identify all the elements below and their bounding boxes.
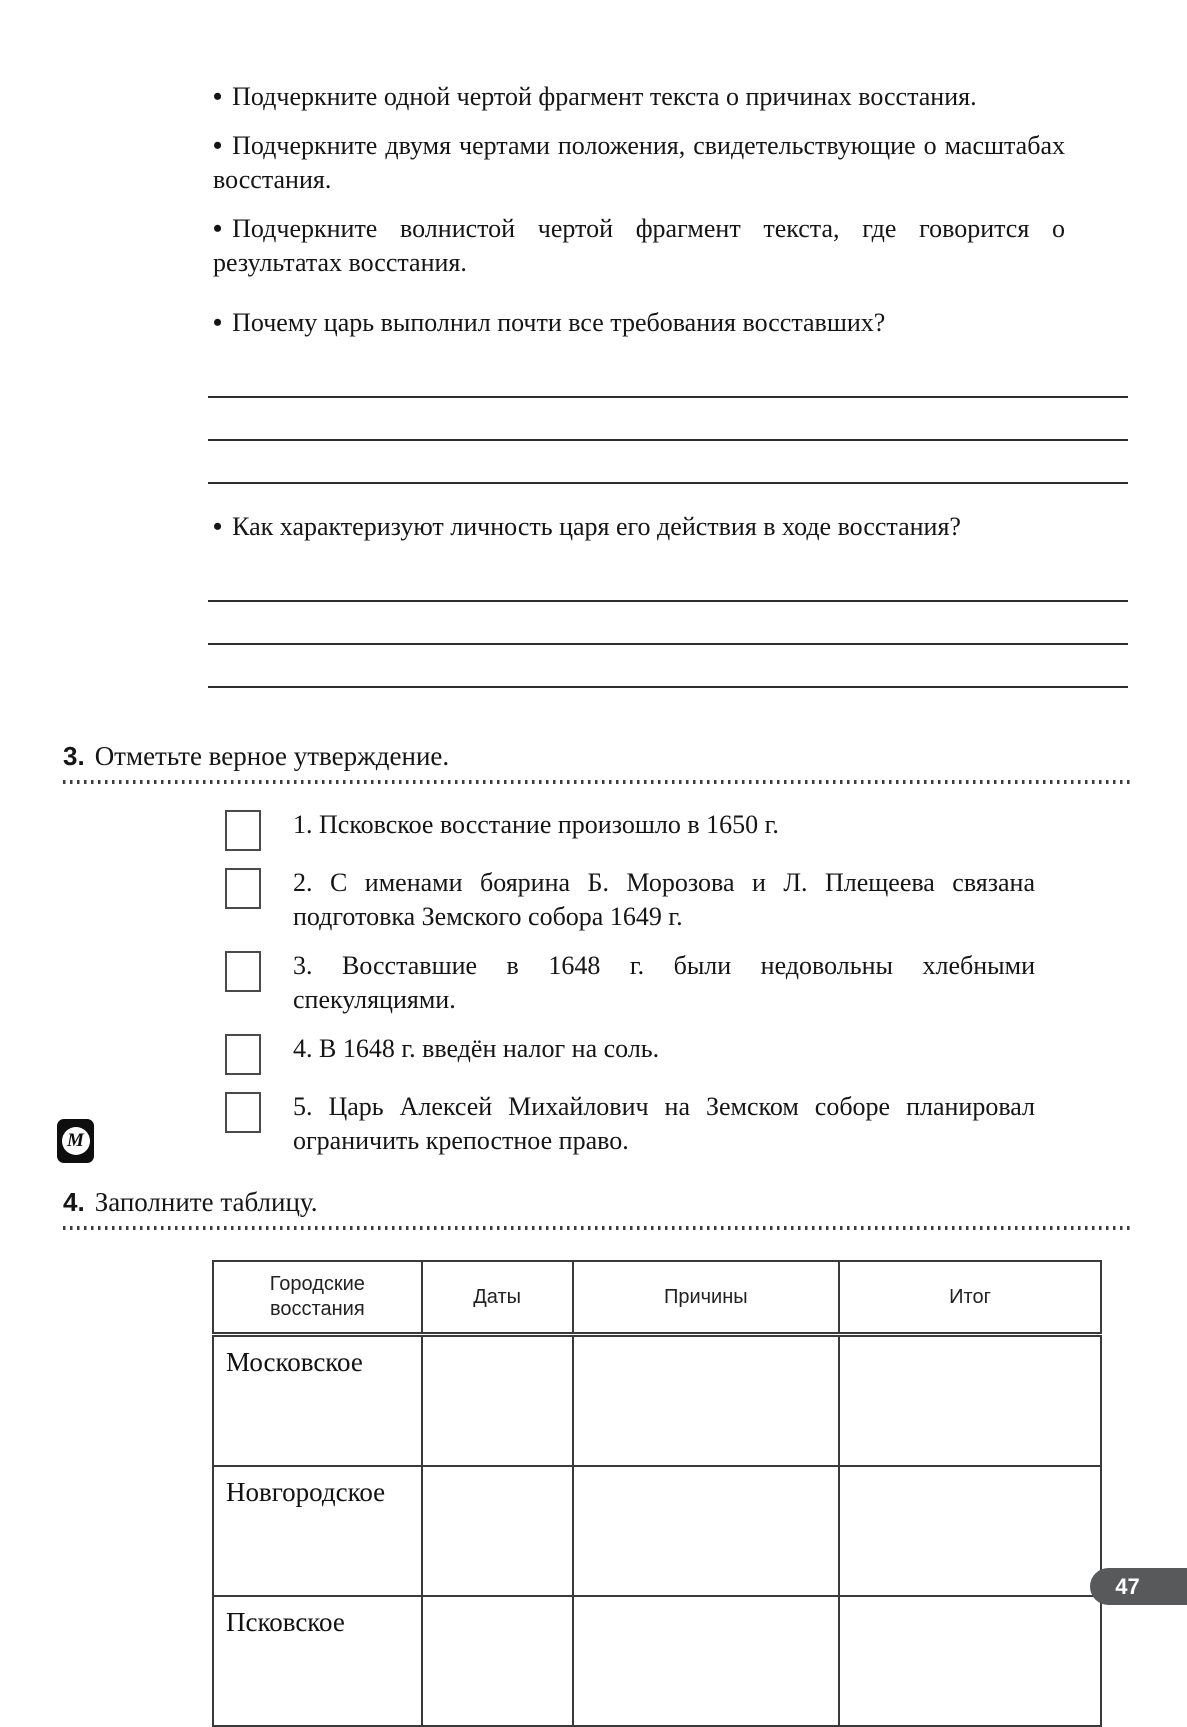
- statement-text: 4. В 1648 г. введён налог на соль.: [293, 1034, 660, 1063]
- media-m-icon: M: [62, 1127, 90, 1155]
- uprisings-table: [212, 1260, 1102, 1727]
- table-cell-empty[interactable]: [422, 1335, 573, 1467]
- checkbox-statement-2[interactable]: [225, 868, 261, 909]
- answer-line[interactable]: [208, 559, 1128, 602]
- section-3-title: Отметьте верное утверждение.: [94, 741, 450, 771]
- task-bullet-list: [213, 80, 1065, 340]
- table-cell-empty[interactable]: [573, 1335, 839, 1467]
- row-label-pskov: Псковское: [213, 1596, 422, 1726]
- bullet-icon: •: [213, 131, 223, 160]
- row-label-novgorod: Новгородское: [213, 1466, 422, 1596]
- task-bullet-text: Подчеркните одной чертой фрагмент текста о причинах восстания.: [232, 82, 977, 111]
- table-cell-empty[interactable]: [839, 1466, 1101, 1596]
- table-header-row: [213, 1261, 1101, 1335]
- statement-text: 3. Восставшие в 1648 г. были недовольны хлебными спекуляциями.: [293, 951, 1035, 1014]
- row-label-moscow: Московское: [213, 1335, 422, 1467]
- section-4-title: Заполните таблицу.: [94, 1187, 318, 1217]
- table-header-causes: Причины: [573, 1261, 839, 1335]
- dotted-divider: [63, 780, 1130, 784]
- task-question-text: Почему царь выполнил почти все требования восставших?: [232, 308, 886, 337]
- statement-text: 2. С именами боярина Б. Морозова и Л. Плещеева связана подготовка Земского собора 1649 г.: [293, 868, 1035, 931]
- table-cell-empty[interactable]: [573, 1466, 839, 1596]
- table-cell-empty[interactable]: [839, 1335, 1101, 1467]
- table-header-result: Итог: [839, 1261, 1101, 1335]
- table-cell-empty[interactable]: [839, 1596, 1101, 1726]
- bullet-icon: •: [213, 308, 223, 337]
- table-cell-empty[interactable]: [422, 1596, 573, 1726]
- dotted-divider: [63, 1226, 1130, 1230]
- task-bullet: [213, 129, 1065, 197]
- statement-text: 1. Псковское восстание произошло в 1650 г.: [293, 810, 779, 839]
- answer-line[interactable]: [208, 645, 1128, 688]
- checkbox-statement-5[interactable]: [225, 1092, 261, 1133]
- section-4-heading: [63, 1186, 1130, 1218]
- table-row: [213, 1466, 1101, 1596]
- table-cell-empty[interactable]: [573, 1596, 839, 1726]
- statement-item: [225, 1032, 1035, 1075]
- answer-line[interactable]: [208, 441, 1128, 484]
- task-question: [213, 306, 1065, 340]
- checkbox-statement-4[interactable]: [225, 1034, 261, 1075]
- answer-line[interactable]: [208, 602, 1128, 645]
- bullet-icon: •: [213, 512, 223, 541]
- statement-item: [225, 949, 1035, 1017]
- fill-table-wrapper: [212, 1260, 1102, 1727]
- section-4-number: 4.: [63, 1187, 85, 1217]
- table-header-dates: Даты: [422, 1261, 573, 1335]
- section-3-heading: [63, 740, 1130, 772]
- table-header-uprisings: Городские восстания: [213, 1261, 422, 1335]
- task-bullet: [213, 212, 1065, 280]
- task-question-text: Как характеризуют личность царя его действия в ходе восстания?: [232, 512, 961, 541]
- checkbox-statement-1[interactable]: [225, 810, 261, 851]
- task-bullet-text: Подчеркните двумя чертами положения, свидетельствующие о масштабах восстания.: [213, 131, 1065, 194]
- statement-checkbox-list: [225, 808, 1035, 1158]
- answer-lines-block: [208, 355, 1128, 484]
- page-number: 47: [1115, 1573, 1140, 1599]
- bullet-icon: •: [213, 214, 223, 243]
- task-question: [213, 510, 1065, 544]
- table-cell-empty[interactable]: [422, 1466, 573, 1596]
- table-row: [213, 1335, 1101, 1467]
- answer-line[interactable]: [208, 398, 1128, 441]
- task-bullet: [213, 80, 1065, 114]
- statement-item: [225, 808, 1035, 851]
- section-3-number: 3.: [63, 741, 85, 771]
- task-bullet-text: Подчеркните волнистой чертой фрагмент текста, где говорится о результатах восстания.: [213, 214, 1065, 277]
- statement-text: 5. Царь Алексей Михайлович на Земском соборе планировал ограничить крепостное право.: [293, 1092, 1035, 1155]
- statement-item: [225, 1090, 1035, 1158]
- answer-line[interactable]: [208, 355, 1128, 398]
- answer-lines-block: [208, 559, 1128, 688]
- statement-item: [225, 866, 1035, 934]
- bullet-icon: •: [213, 82, 223, 111]
- media-badge: [57, 1119, 94, 1163]
- table-row: [213, 1596, 1101, 1726]
- page-number-badge: [1090, 1568, 1187, 1605]
- checkbox-statement-3[interactable]: [225, 951, 261, 992]
